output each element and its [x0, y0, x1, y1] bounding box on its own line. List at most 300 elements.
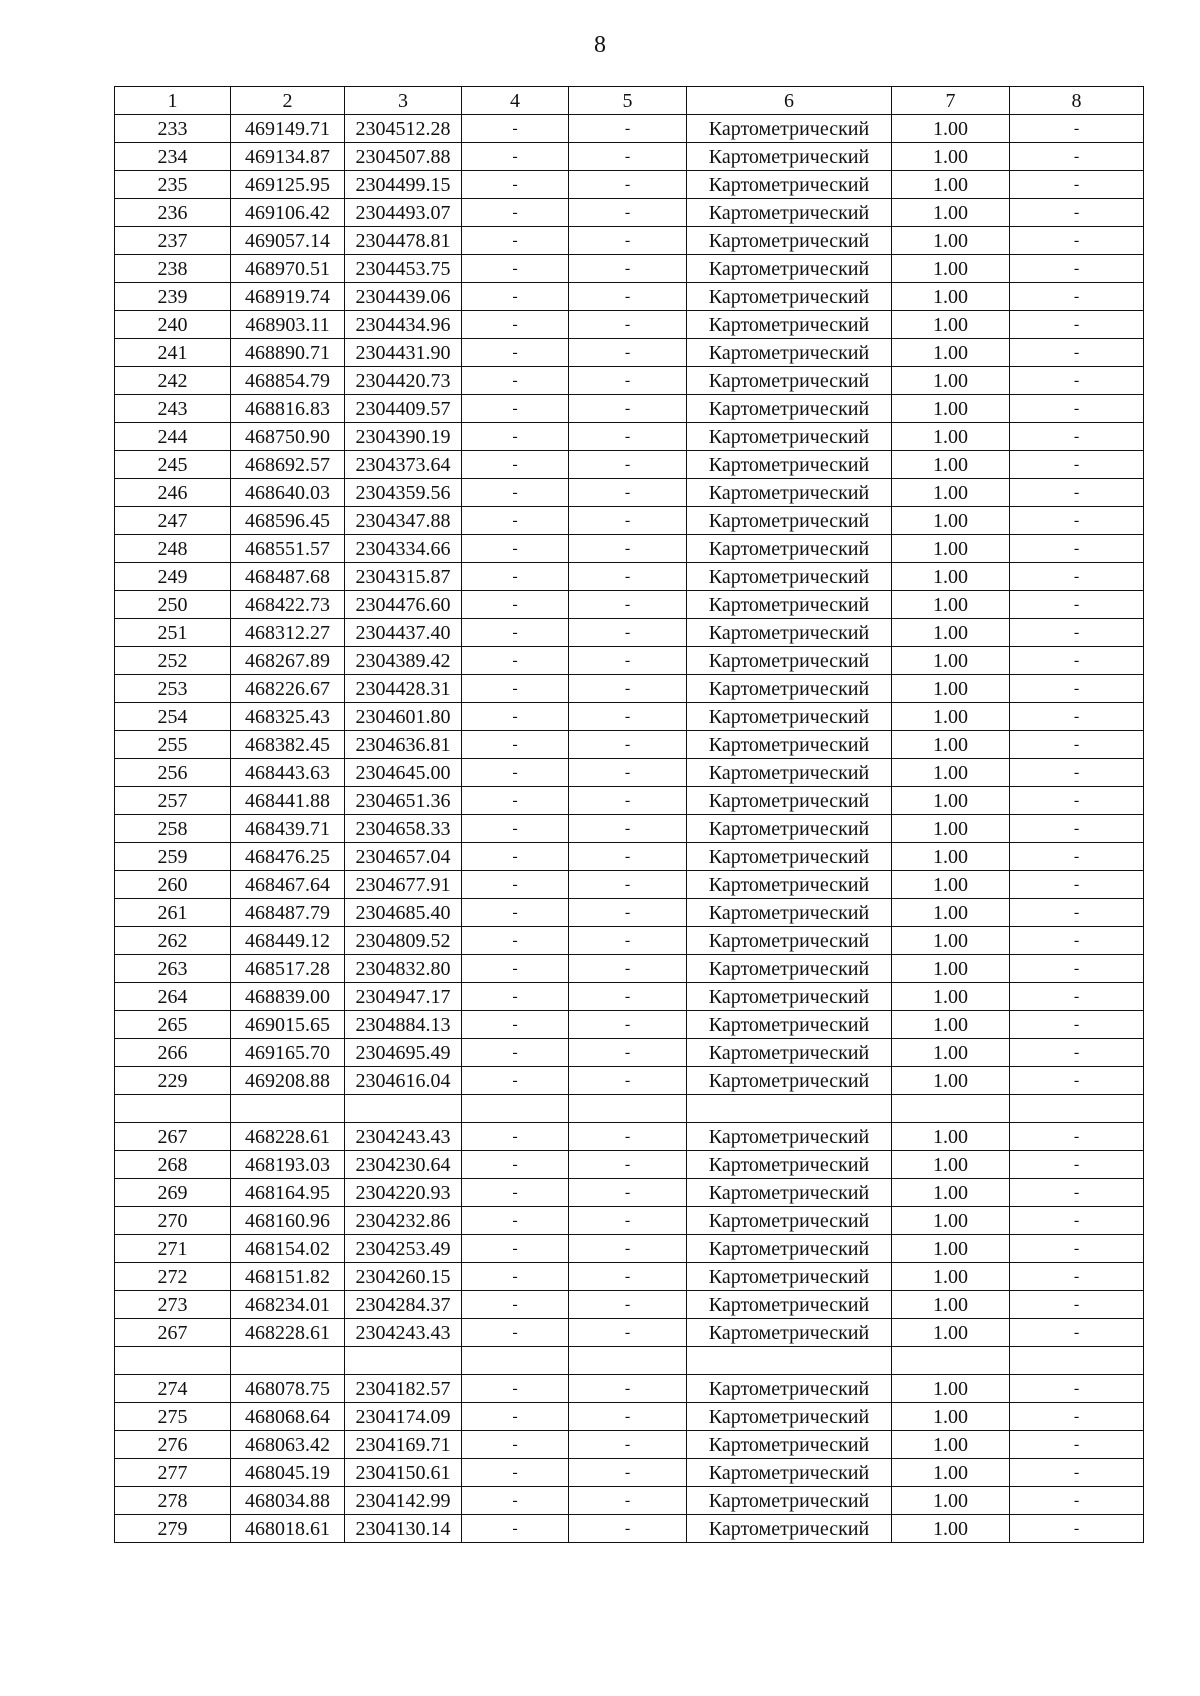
table-row [115, 1123, 1144, 1151]
table-cell-col-4: - [462, 787, 569, 815]
table-cell-col-4: - [462, 367, 569, 395]
table-cell-col-3: 2304499.15 [345, 171, 462, 199]
table-cell-col-3: 2304439.06 [345, 283, 462, 311]
table-cell-col-2: 469106.42 [231, 199, 345, 227]
table-cell-col-4: - [462, 955, 569, 983]
table-cell-col-7: 1.00 [892, 899, 1010, 927]
table-cell-col-7: 1.00 [892, 563, 1010, 591]
table-cell-col-2: 468045.19 [231, 1459, 345, 1487]
table-cell-col-3 [345, 1347, 462, 1375]
table-cell-col-2: 469057.14 [231, 227, 345, 255]
table-cell-col-5: - [569, 1487, 687, 1515]
table-cell-col-3: 2304685.40 [345, 899, 462, 927]
table-cell-col-3: 2304389.42 [345, 647, 462, 675]
table-cell-col-1: 264 [115, 983, 231, 1011]
table-cell-col-5: - [569, 899, 687, 927]
table-cell-col-7: 1.00 [892, 759, 1010, 787]
table-cell-col-8: - [1010, 171, 1144, 199]
table-row [115, 843, 1144, 871]
table-cell-col-1: 274 [115, 1375, 231, 1403]
table-cell-col-2: 468551.57 [231, 535, 345, 563]
table-cell-col-6: Картометрический [687, 1263, 892, 1291]
table-cell-col-5: - [569, 115, 687, 143]
table-cell-col-4: - [462, 115, 569, 143]
table-cell-col-4: - [462, 395, 569, 423]
table-cell-col-4: - [462, 311, 569, 339]
table-cell-col-4: - [462, 1459, 569, 1487]
table-cell-col-1: 254 [115, 703, 231, 731]
table-cell-col-1: 260 [115, 871, 231, 899]
column-header-5: 5 [569, 87, 687, 115]
table-cell-col-8: - [1010, 1039, 1144, 1067]
table-cell-col-7: 1.00 [892, 1291, 1010, 1319]
table-cell-col-7: 1.00 [892, 199, 1010, 227]
table-cell-col-7: 1.00 [892, 115, 1010, 143]
table-cell-col-3: 2304453.75 [345, 255, 462, 283]
table-cell-col-8: - [1010, 731, 1144, 759]
table-cell-col-2: 468640.03 [231, 479, 345, 507]
table-body [115, 115, 1144, 1543]
table-cell-col-3: 2304428.31 [345, 675, 462, 703]
table-cell-col-2: 468312.27 [231, 619, 345, 647]
table-cell-col-2: 468890.71 [231, 339, 345, 367]
table-cell-col-3: 2304507.88 [345, 143, 462, 171]
table-cell-col-6: Картометрический [687, 507, 892, 535]
table-cell-col-8: - [1010, 479, 1144, 507]
table-cell-col-4: - [462, 1123, 569, 1151]
table-cell-col-3: 2304431.90 [345, 339, 462, 367]
table-cell-col-2: 468443.63 [231, 759, 345, 787]
table-cell-col-2: 468151.82 [231, 1263, 345, 1291]
table-row [115, 451, 1144, 479]
table-cell-col-6: Картометрический [687, 451, 892, 479]
table-cell-col-1: 258 [115, 815, 231, 843]
table-cell-col-2 [231, 1095, 345, 1123]
table-row [115, 1067, 1144, 1095]
table-cell-col-3: 2304651.36 [345, 787, 462, 815]
table-cell-col-1: 261 [115, 899, 231, 927]
table-cell-col-2: 468750.90 [231, 423, 345, 451]
table-cell-col-2: 469208.88 [231, 1067, 345, 1095]
table-cell-col-8: - [1010, 703, 1144, 731]
table-cell-col-6: Картометрический [687, 339, 892, 367]
coordinates-table [114, 86, 1144, 1543]
table-cell-col-1: 265 [115, 1011, 231, 1039]
table-cell-col-2: 468596.45 [231, 507, 345, 535]
table-cell-col-4: - [462, 255, 569, 283]
table-row [115, 479, 1144, 507]
table-cell-col-8: - [1010, 1067, 1144, 1095]
table-cell-col-6: Картометрический [687, 143, 892, 171]
table-cell-col-7: 1.00 [892, 927, 1010, 955]
table-cell-col-7: 1.00 [892, 1375, 1010, 1403]
table-cell-col-7: 1.00 [892, 731, 1010, 759]
table-cell-col-1: 267 [115, 1319, 231, 1347]
header-row [115, 87, 1144, 115]
table-cell-col-8: - [1010, 1375, 1144, 1403]
table-cell-col-5: - [569, 1235, 687, 1263]
table-row [115, 1235, 1144, 1263]
table-cell-col-5: - [569, 647, 687, 675]
table-cell-col-5: - [569, 1123, 687, 1151]
table-cell-col-3: 2304373.64 [345, 451, 462, 479]
table-cell-col-3: 2304493.07 [345, 199, 462, 227]
table-cell-col-7: 1.00 [892, 311, 1010, 339]
table-cell-col-4: - [462, 1263, 569, 1291]
table-cell-col-1: 248 [115, 535, 231, 563]
table-cell-col-4: - [462, 1515, 569, 1543]
table-cell-col-6: Картометрический [687, 955, 892, 983]
table-cell-col-7: 1.00 [892, 955, 1010, 983]
table-cell-col-7: 1.00 [892, 1207, 1010, 1235]
table-cell-col-5: - [569, 1291, 687, 1319]
column-header-6: 6 [687, 87, 892, 115]
table-cell-col-5: - [569, 563, 687, 591]
table-row [115, 507, 1144, 535]
table-cell-col-2: 468226.67 [231, 675, 345, 703]
table-cell-col-6: Картометрический [687, 647, 892, 675]
table-cell-col-3: 2304695.49 [345, 1039, 462, 1067]
table-cell-col-6: Картометрический [687, 115, 892, 143]
table-cell-col-6: Картометрический [687, 1375, 892, 1403]
table-cell-col-3: 2304947.17 [345, 983, 462, 1011]
table-cell-col-7: 1.00 [892, 787, 1010, 815]
table-cell-col-8 [1010, 1095, 1144, 1123]
table-cell-col-7: 1.00 [892, 1011, 1010, 1039]
table-cell-col-1: 257 [115, 787, 231, 815]
table-cell-col-8: - [1010, 143, 1144, 171]
table-cell-col-1: 252 [115, 647, 231, 675]
table-row [115, 1459, 1144, 1487]
table-cell-col-4: - [462, 1179, 569, 1207]
table-cell-col-4: - [462, 1319, 569, 1347]
table-cell-col-5: - [569, 1431, 687, 1459]
table-cell-col-1: 244 [115, 423, 231, 451]
table-cell-col-4: - [462, 899, 569, 927]
table-row [115, 367, 1144, 395]
table-cell-col-5: - [569, 731, 687, 759]
table-cell-col-2: 468422.73 [231, 591, 345, 619]
table-cell-col-3: 2304169.71 [345, 1431, 462, 1459]
table-cell-col-1: 253 [115, 675, 231, 703]
column-header-1: 1 [115, 87, 231, 115]
table-cell-col-7: 1.00 [892, 871, 1010, 899]
table-row [115, 815, 1144, 843]
table-cell-col-7: 1.00 [892, 227, 1010, 255]
table-cell-col-1: 243 [115, 395, 231, 423]
table-cell-col-3: 2304884.13 [345, 1011, 462, 1039]
table-cell-col-3: 2304315.87 [345, 563, 462, 591]
table-cell-col-3: 2304434.96 [345, 311, 462, 339]
table-cell-col-1: 262 [115, 927, 231, 955]
table-cell-col-7: 1.00 [892, 479, 1010, 507]
table-cell-col-7: 1.00 [892, 255, 1010, 283]
table-row [115, 1263, 1144, 1291]
table-row [115, 339, 1144, 367]
table-cell-col-6: Картометрический [687, 843, 892, 871]
table-cell-col-7: 1.00 [892, 1179, 1010, 1207]
table-cell-col-3: 2304182.57 [345, 1375, 462, 1403]
table-cell-col-6: Картометрический [687, 1431, 892, 1459]
table-cell-col-4: - [462, 199, 569, 227]
table-cell-col-1: 278 [115, 1487, 231, 1515]
table-row [115, 423, 1144, 451]
table-cell-col-1: 266 [115, 1039, 231, 1067]
table-row [115, 1431, 1144, 1459]
page-number: 8 [594, 32, 606, 58]
table-cell-col-8: - [1010, 227, 1144, 255]
table-cell-col-2: 468441.88 [231, 787, 345, 815]
table-cell-col-2: 468267.89 [231, 647, 345, 675]
table-cell-col-3: 2304476.60 [345, 591, 462, 619]
table-cell-col-3: 2304230.64 [345, 1151, 462, 1179]
table-cell-col-5: - [569, 1403, 687, 1431]
table-cell-col-8: - [1010, 1207, 1144, 1235]
table-row [115, 1375, 1144, 1403]
table-cell-col-3: 2304142.99 [345, 1487, 462, 1515]
table-cell-col-8: - [1010, 1459, 1144, 1487]
table-cell-col-1: 270 [115, 1207, 231, 1235]
table-cell-col-7: 1.00 [892, 1151, 1010, 1179]
table-cell-col-7: 1.00 [892, 703, 1010, 731]
table-cell-col-2: 468034.88 [231, 1487, 345, 1515]
table-cell-col-6: Картометрический [687, 563, 892, 591]
table-cell-col-8 [1010, 1347, 1144, 1375]
table-cell-col-3: 2304437.40 [345, 619, 462, 647]
table-cell-col-2: 468439.71 [231, 815, 345, 843]
table-cell-col-5: - [569, 283, 687, 311]
table-cell-col-6: Картометрический [687, 619, 892, 647]
table-cell-col-3: 2304420.73 [345, 367, 462, 395]
table-cell-col-6: Картометрический [687, 367, 892, 395]
table-cell-col-5: - [569, 1067, 687, 1095]
table-cell-col-5: - [569, 983, 687, 1011]
table-cell-col-6: Картометрический [687, 423, 892, 451]
table-cell-col-2: 469134.87 [231, 143, 345, 171]
table-cell-col-8: - [1010, 1515, 1144, 1543]
table-row [115, 787, 1144, 815]
table-cell-col-2 [231, 1347, 345, 1375]
table-cell-col-8: - [1010, 647, 1144, 675]
table-cell-col-2: 468068.64 [231, 1403, 345, 1431]
table-cell-col-8: - [1010, 675, 1144, 703]
table-cell-col-4: - [462, 843, 569, 871]
table-cell-col-2: 468854.79 [231, 367, 345, 395]
table-row [115, 1179, 1144, 1207]
table-cell-col-6: Картометрический [687, 731, 892, 759]
table-row [115, 703, 1144, 731]
table-cell-col-4: - [462, 1011, 569, 1039]
table-row [115, 731, 1144, 759]
table-cell-col-6: Картометрический [687, 1291, 892, 1319]
table-cell-col-5: - [569, 535, 687, 563]
table-cell-col-6: Картометрический [687, 1403, 892, 1431]
table-cell-col-6: Картометрический [687, 703, 892, 731]
table-cell-col-5: - [569, 759, 687, 787]
table-cell-col-2: 468970.51 [231, 255, 345, 283]
table-cell-col-6: Картометрический [687, 311, 892, 339]
table-cell-col-2: 468228.61 [231, 1123, 345, 1151]
table-cell-col-2: 468816.83 [231, 395, 345, 423]
table-cell-col-6: Картометрический [687, 871, 892, 899]
table-cell-col-5: - [569, 367, 687, 395]
table-cell-col-1: 233 [115, 115, 231, 143]
table-cell-col-6: Картометрический [687, 1179, 892, 1207]
table-row [115, 1207, 1144, 1235]
table-cell-col-5: - [569, 423, 687, 451]
table-cell-col-4: - [462, 451, 569, 479]
table-cell-col-5: - [569, 703, 687, 731]
table-cell-col-2: 468467.64 [231, 871, 345, 899]
table-row [115, 535, 1144, 563]
table-cell-col-7: 1.00 [892, 983, 1010, 1011]
table-cell-col-4: - [462, 703, 569, 731]
table-row [115, 675, 1144, 703]
table-cell-col-5: - [569, 227, 687, 255]
table-cell-col-5: - [569, 1011, 687, 1039]
table-cell-col-6: Картометрический [687, 1067, 892, 1095]
table-cell-col-8: - [1010, 199, 1144, 227]
table-cell-col-2: 468692.57 [231, 451, 345, 479]
table-row [115, 199, 1144, 227]
table-cell-col-5: - [569, 955, 687, 983]
table-row [115, 255, 1144, 283]
table-cell-col-7: 1.00 [892, 1235, 1010, 1263]
table-cell-col-3: 2304220.93 [345, 1179, 462, 1207]
table-cell-col-8: - [1010, 591, 1144, 619]
table-cell-col-5: - [569, 255, 687, 283]
table-cell-col-6: Картометрический [687, 1515, 892, 1543]
table-cell-col-7: 1.00 [892, 1319, 1010, 1347]
table-cell-col-4: - [462, 563, 569, 591]
table-cell-col-8: - [1010, 1487, 1144, 1515]
table-cell-col-6: Картометрический [687, 171, 892, 199]
table-cell-col-5: - [569, 1375, 687, 1403]
table-cell-col-1: 269 [115, 1179, 231, 1207]
table-cell-col-5: - [569, 815, 687, 843]
table-cell-col-3: 2304359.56 [345, 479, 462, 507]
table-cell-col-2: 468919.74 [231, 283, 345, 311]
table-row [115, 647, 1144, 675]
table-cell-col-6: Картометрический [687, 1011, 892, 1039]
table-row [115, 311, 1144, 339]
table-cell-col-8: - [1010, 871, 1144, 899]
table-cell-col-6: Картометрический [687, 899, 892, 927]
table-row [115, 927, 1144, 955]
table-cell-col-6: Картометрический [687, 1235, 892, 1263]
table-cell-col-2: 468487.68 [231, 563, 345, 591]
table-row [115, 115, 1144, 143]
table-cell-col-1 [115, 1095, 231, 1123]
table-cell-col-3: 2304409.57 [345, 395, 462, 423]
table-cell-col-6: Картометрический [687, 759, 892, 787]
table-cell-col-6: Картометрический [687, 227, 892, 255]
table-cell-col-1: 241 [115, 339, 231, 367]
table-cell-col-4: - [462, 647, 569, 675]
table-cell-col-3: 2304334.66 [345, 535, 462, 563]
table-cell-col-6: Картометрический [687, 199, 892, 227]
table-cell-col-1: 239 [115, 283, 231, 311]
table-cell-col-3: 2304657.04 [345, 843, 462, 871]
table-cell-col-1: 234 [115, 143, 231, 171]
table-cell-col-7: 1.00 [892, 675, 1010, 703]
table-cell-col-1: 256 [115, 759, 231, 787]
table-cell-col-2: 468325.43 [231, 703, 345, 731]
table-cell-col-6: Картометрический [687, 255, 892, 283]
table-cell-col-4: - [462, 1291, 569, 1319]
column-header-4: 4 [462, 87, 569, 115]
table-cell-col-6: Картометрический [687, 927, 892, 955]
table-cell-col-4: - [462, 339, 569, 367]
table-cell-col-2: 468476.25 [231, 843, 345, 871]
table-cell-col-2: 469015.65 [231, 1011, 345, 1039]
table-row [115, 1011, 1144, 1039]
table-cell-col-7: 1.00 [892, 423, 1010, 451]
table-cell-col-4: - [462, 507, 569, 535]
table-row [115, 1515, 1144, 1543]
table-cell-col-5: - [569, 675, 687, 703]
table-cell-col-6: Картометрический [687, 395, 892, 423]
separator-row [115, 1095, 1144, 1123]
table-cell-col-8: - [1010, 1011, 1144, 1039]
table-cell-col-7: 1.00 [892, 171, 1010, 199]
table-cell-col-1: 273 [115, 1291, 231, 1319]
table-cell-col-6: Картометрический [687, 787, 892, 815]
table-row [115, 899, 1144, 927]
table-cell-col-5: - [569, 1179, 687, 1207]
table-cell-col-3: 2304253.49 [345, 1235, 462, 1263]
table-row [115, 619, 1144, 647]
table-cell-col-6: Картометрический [687, 1039, 892, 1067]
table-cell-col-2: 468160.96 [231, 1207, 345, 1235]
table-cell-col-4: - [462, 283, 569, 311]
table-cell-col-8: - [1010, 395, 1144, 423]
table-cell-col-4 [462, 1347, 569, 1375]
table-cell-col-8: - [1010, 787, 1144, 815]
table-cell-col-4: - [462, 479, 569, 507]
table-cell-col-1: 268 [115, 1151, 231, 1179]
table-row [115, 563, 1144, 591]
table-cell-col-5: - [569, 1207, 687, 1235]
table-cell-col-4: - [462, 815, 569, 843]
table-cell-col-8: - [1010, 1403, 1144, 1431]
table-cell-col-1: 246 [115, 479, 231, 507]
table-cell-col-7: 1.00 [892, 395, 1010, 423]
table-cell-col-4: - [462, 1431, 569, 1459]
table-cell-col-5: - [569, 1319, 687, 1347]
table-cell-col-1: 236 [115, 199, 231, 227]
table-row [115, 1039, 1144, 1067]
table-cell-col-4: - [462, 171, 569, 199]
table-cell-col-7: 1.00 [892, 1067, 1010, 1095]
table-cell-col-3: 2304243.43 [345, 1123, 462, 1151]
table-cell-col-8: - [1010, 983, 1144, 1011]
table-cell-col-2: 468487.79 [231, 899, 345, 927]
table-cell-col-6: Картометрический [687, 1319, 892, 1347]
table-cell-col-2: 468063.42 [231, 1431, 345, 1459]
table-cell-col-1: 240 [115, 311, 231, 339]
table-cell-col-2: 469149.71 [231, 115, 345, 143]
table-cell-col-5: - [569, 199, 687, 227]
table-cell-col-4: - [462, 871, 569, 899]
table-cell-col-4: - [462, 983, 569, 1011]
column-header-8: 8 [1010, 87, 1144, 115]
table-cell-col-5: - [569, 507, 687, 535]
table-cell-col-1: 235 [115, 171, 231, 199]
table-cell-col-7: 1.00 [892, 591, 1010, 619]
table-cell-col-5: - [569, 1263, 687, 1291]
table-cell-col-6: Картометрический [687, 1459, 892, 1487]
